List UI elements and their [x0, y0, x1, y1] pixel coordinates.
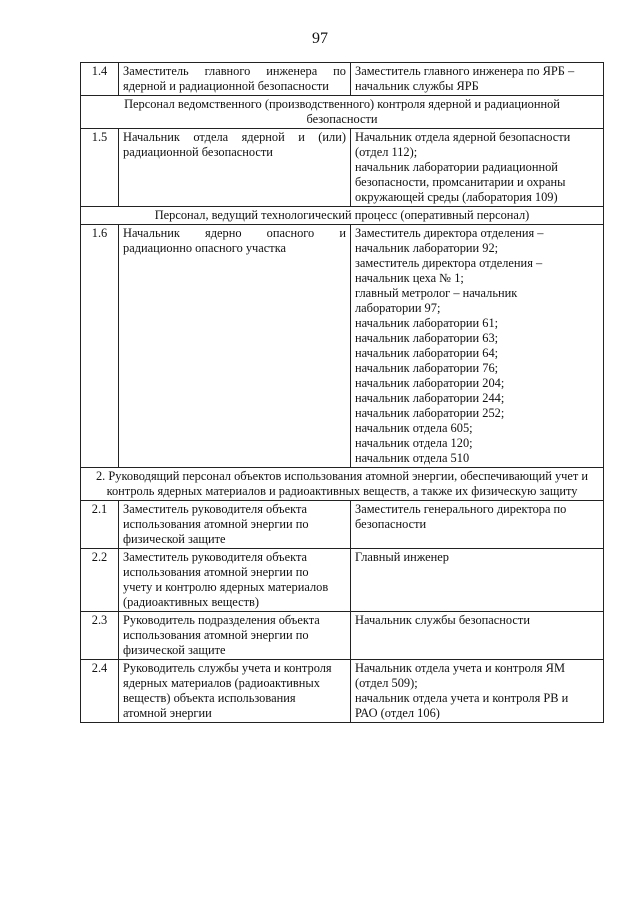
position-cell — [119, 225, 351, 468]
responsible-line: начальник лаборатории радиационной — [355, 160, 558, 174]
responsible-line: Заместитель генерального директора по — [355, 502, 567, 516]
section-heading — [81, 468, 604, 501]
position-line: физической защите — [123, 643, 226, 657]
responsible-line: (отдел 112); — [355, 145, 418, 159]
section-heading — [81, 96, 604, 129]
position-line: Начальник ядерно опасного и — [123, 226, 346, 240]
section-line: контроль ядерных материалов и радиоактивных веществ, а также их физическую защиту — [106, 484, 578, 498]
responsible-line: Заместитель директора отделения – — [355, 226, 544, 240]
responsible-line: (отдел 509); — [355, 676, 418, 690]
responsible-line: начальник отдела учета и контроля РВ и — [355, 691, 569, 705]
responsible-cell — [351, 612, 604, 660]
responsible-line: начальник лаборатории 63; — [355, 331, 499, 345]
table-row — [81, 63, 604, 96]
position-line: атомной энергии — [123, 706, 212, 720]
responsible-line: Главный инженер — [355, 550, 449, 564]
position-cell — [119, 63, 351, 96]
position-line: физической защите — [123, 532, 226, 546]
responsible-line: начальник лаборатории 76; — [355, 361, 499, 375]
table-row — [81, 501, 604, 549]
section-line: Персонал ведомственного (производственного) контроля ядерной и радиационной — [124, 97, 560, 111]
item-number: 2.4 — [81, 660, 119, 723]
position-line: радиационной безопасности — [123, 145, 273, 159]
position-line: Руководитель подразделения объекта — [123, 613, 320, 627]
responsible-line: начальник службы ЯРБ — [355, 79, 479, 93]
responsible-line: лаборатории 97; — [355, 301, 441, 315]
item-number: 2.2 — [81, 549, 119, 612]
responsible-line: начальник цеха № 1; — [355, 271, 464, 285]
section-heading — [81, 207, 604, 225]
responsible-line: окружающей среды (лаборатория 109) — [355, 190, 558, 204]
responsible-line: Начальник отдела ядерной безопасности — [355, 130, 571, 144]
table-row — [81, 612, 604, 660]
responsible-line: начальник лаборатории 204; — [355, 376, 505, 390]
responsible-line: начальник лаборатории 244; — [355, 391, 505, 405]
position-cell — [119, 612, 351, 660]
table-row — [81, 549, 604, 612]
responsible-cell — [351, 129, 604, 207]
item-number: 1.4 — [81, 63, 119, 96]
item-number: 1.6 — [81, 225, 119, 468]
responsible-cell — [351, 63, 604, 96]
position-cell — [119, 549, 351, 612]
position-line: Заместитель руководителя объекта — [123, 502, 308, 516]
position-line: Заместитель главного инженера по — [123, 64, 346, 78]
responsible-line: начальник отдела 605; — [355, 421, 473, 435]
responsible-line: начальник лаборатории 92; — [355, 241, 499, 255]
position-line: ядерной и радиационной безопасности — [123, 79, 329, 93]
position-cell — [119, 129, 351, 207]
position-cell — [119, 660, 351, 723]
responsible-line: Начальник службы безопасности — [355, 613, 530, 627]
responsible-line: начальник отдела 120; — [355, 436, 473, 450]
responsible-line: начальник отдела 510 — [355, 451, 470, 465]
responsible-cell — [351, 225, 604, 468]
responsible-line: главный метролог – начальник — [355, 286, 518, 300]
position-line: ядерных материалов (радиоактивных — [123, 676, 320, 690]
table-row — [81, 660, 604, 723]
position-line: учету и контролю ядерных материалов — [123, 580, 329, 594]
section-line: безопасности — [306, 112, 378, 126]
position-line: (радиоактивных веществ) — [123, 595, 259, 609]
responsible-line: начальник лаборатории 252; — [355, 406, 505, 420]
responsible-cell — [351, 501, 604, 549]
item-number: 2.1 — [81, 501, 119, 549]
page-number: 97 — [312, 30, 328, 47]
personnel-table — [80, 62, 604, 723]
responsible-line: безопасности, промсанитарии и охраны — [355, 175, 566, 189]
position-line: радиационно опасного участка — [123, 241, 287, 255]
section-row — [81, 96, 604, 129]
position-line: использования атомной энергии по — [123, 628, 309, 642]
responsible-cell — [351, 660, 604, 723]
section-line: 2. Руководящий персонал объектов использования атомной энергии, обеспечивающий учет и — [95, 469, 589, 483]
table-row — [81, 129, 604, 207]
table-row — [81, 225, 604, 468]
responsible-line: начальник лаборатории 64; — [355, 346, 499, 360]
position-line: Заместитель руководителя объекта — [123, 550, 308, 564]
responsible-line: безопасности — [355, 517, 427, 531]
responsible-cell — [351, 549, 604, 612]
position-line: использования атомной энергии по — [123, 517, 309, 531]
responsible-line: начальник лаборатории 61; — [355, 316, 499, 330]
section-row — [81, 207, 604, 225]
item-number: 2.3 — [81, 612, 119, 660]
section-row — [81, 468, 604, 501]
position-line: использования атомной энергии по — [123, 565, 309, 579]
position-line: Начальник отдела ядерной и (или) — [123, 130, 346, 144]
responsible-line: Заместитель главного инженера по ЯРБ – — [355, 64, 575, 78]
position-line: Руководитель службы учета и контроля — [123, 661, 332, 675]
section-line: Персонал, ведущий технологический процесс (оперативный персонал) — [154, 208, 530, 222]
position-line: веществ) объекта использования — [123, 691, 296, 705]
responsible-line: РАО (отдел 106) — [355, 706, 440, 720]
responsible-line: заместитель директора отделения – — [355, 256, 543, 270]
position-cell — [119, 501, 351, 549]
responsible-line: Начальник отдела учета и контроля ЯМ — [355, 661, 565, 675]
item-number: 1.5 — [81, 129, 119, 207]
